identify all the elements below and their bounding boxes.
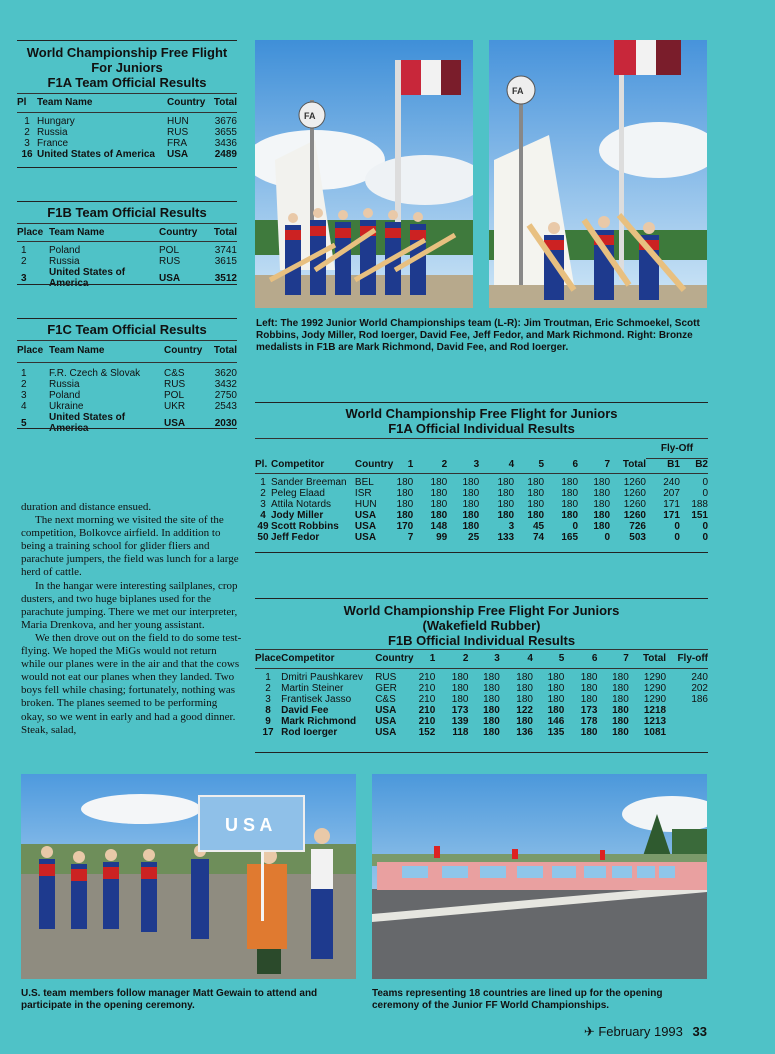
f1b-individual-table	[255, 653, 708, 738]
round-cell: 180	[516, 694, 533, 705]
round-cell: 152	[418, 727, 436, 738]
round-cell: 180	[497, 488, 515, 499]
article-body	[21, 501, 243, 737]
rule	[17, 318, 237, 319]
round-cell: 180	[396, 477, 414, 488]
flyoff-cell: 0	[674, 521, 680, 532]
place-cell: 50	[257, 532, 269, 543]
round-cell: 25	[468, 532, 480, 543]
round-cell: 180	[451, 694, 469, 705]
round-cell: 173	[580, 705, 598, 716]
total-cell: 1260	[623, 488, 646, 499]
flyoff-cell: 171	[663, 510, 680, 521]
table-row	[255, 694, 708, 705]
place-cell: 2	[260, 488, 266, 499]
table-row	[255, 510, 708, 521]
round-cell: 210	[418, 705, 436, 716]
place-cell: 1	[265, 672, 271, 683]
rule	[255, 598, 708, 599]
total-cell: 1290	[643, 694, 667, 705]
header-cell: Team Name	[37, 97, 93, 108]
table-row: 5 United States of America USA 2030	[21, 412, 237, 434]
round-cell: 180	[593, 499, 611, 510]
flyoff-cell: 0	[702, 532, 708, 543]
round-cell: 180	[516, 683, 533, 694]
round-cell: 180	[547, 705, 565, 716]
place-cell: 8	[265, 705, 271, 716]
page-number: 33	[692, 1024, 707, 1039]
team-photo-left	[255, 40, 473, 308]
round-cell: 136	[516, 727, 533, 738]
round-cell: 180	[527, 510, 545, 521]
place-cell: 3	[260, 499, 266, 510]
country-cell: C&S	[375, 694, 396, 705]
table-row: 4 Ukraine UKR 2543	[21, 401, 237, 412]
flyoff-label: Fly-Off	[660, 443, 694, 454]
table-row	[255, 705, 708, 716]
competitor-cell: Martin Steiner	[281, 683, 344, 694]
table-row: 3 United States of America USA 3512	[21, 267, 237, 289]
competitor-cell: Peleg Elaad	[270, 488, 325, 499]
competitor-cell: Mark Richmond	[281, 716, 357, 727]
usa-sign: U S A	[225, 815, 273, 835]
total-cell: 1218	[643, 705, 667, 716]
round-cell: 165	[561, 532, 579, 543]
rule	[17, 428, 237, 429]
round-cell: 180	[430, 499, 448, 510]
photo-caption-top: Left: The 1992 Junior World Championships team (L-R): Jim Troutman, Eric Schmoekel, Scott Robbins, Jody Miller, Rod Ioerger, David Fee, Jeff Fedor, and Mark Richmond. Right: Bronze medalists in F1B are Mark Richmond, David Fee, and Rod Ioerger.	[256, 318, 700, 353]
round-cell: 180	[580, 672, 598, 683]
round-cell: 122	[516, 705, 533, 716]
flyoff-cell: 0	[702, 488, 708, 499]
round-cell: 180	[396, 510, 414, 521]
rule	[255, 752, 708, 753]
country-cell: GER	[375, 683, 397, 694]
round-cell: 180	[547, 672, 565, 683]
rule	[255, 552, 708, 553]
round-cell: 180	[462, 488, 480, 499]
round-cell: 180	[396, 499, 414, 510]
competitor-cell: Scott Robbins	[270, 521, 339, 532]
round-cell: 148	[430, 521, 448, 532]
table-row	[255, 477, 708, 488]
flyoff-cell	[666, 716, 708, 727]
total-cell: 1081	[643, 727, 667, 738]
table-row	[255, 521, 708, 532]
round-cell: 180	[612, 727, 629, 738]
round-cell: 180	[612, 716, 629, 727]
f1b-team-table	[17, 227, 237, 289]
paragraph: duration and distance ensued.	[21, 501, 152, 513]
round-cell: 180	[527, 477, 545, 488]
round-cell: 180	[451, 683, 469, 694]
total-cell: 1213	[643, 716, 667, 727]
fai-logo: FA	[512, 86, 524, 96]
round-cell: 180	[561, 499, 579, 510]
round-cell: 180	[527, 499, 545, 510]
round-cell: 180	[593, 477, 611, 488]
competitor-cell: Frantisek Jasso	[281, 694, 352, 705]
round-cell: 180	[483, 694, 500, 705]
place-cell: 4	[260, 510, 266, 521]
flyoff-cell: 240	[663, 477, 680, 488]
page-footer	[584, 1024, 707, 1040]
country-cell: USA	[375, 727, 397, 738]
table-header: Place Team Name Country Total	[17, 345, 237, 356]
place-cell: 2	[265, 683, 271, 694]
f1c-team-title: F1C Team Official Results	[47, 322, 207, 337]
round-cell: 118	[452, 727, 469, 738]
round-cell: 180	[612, 683, 629, 694]
fai-logo: FA	[304, 111, 316, 121]
f1a-individual-title: World Championship Free Flight for Juniors F1A Official Individual Results	[345, 406, 618, 436]
round-cell: 180	[462, 510, 480, 521]
table-header: Pl. Competitor Country 1 2 3 4 5 6 7 Total B1 B2	[255, 458, 708, 470]
total-cell: 1260	[623, 477, 646, 488]
round-cell: 133	[497, 532, 515, 543]
round-cell: 180	[612, 705, 629, 716]
round-cell: 180	[561, 488, 579, 499]
country-cell: USA	[375, 716, 397, 727]
round-cell: 180	[462, 477, 480, 488]
header-cell: Pl	[17, 97, 27, 108]
round-cell: 180	[580, 683, 598, 694]
country-cell: USA	[375, 705, 397, 716]
table-row: 1 Hungary HUN 3676	[24, 116, 237, 127]
round-cell: 146	[547, 716, 565, 727]
total-cell: 503	[629, 532, 646, 543]
rule	[17, 340, 237, 341]
round-cell: 180	[483, 727, 500, 738]
place-cell: 1	[260, 477, 266, 488]
round-cell: 210	[418, 694, 436, 705]
issue-date: February 1993	[598, 1024, 683, 1039]
table-row: 1 F.R. Czech & Slovak C&S 3620	[21, 368, 237, 379]
flyoff-cell: 240	[691, 672, 708, 683]
round-cell: 180	[462, 521, 480, 532]
paragraph: In the hangar were interesting sailplanes, crop dusters, and two huge biplanes used for the parachute jumping. There we met our interpreter, Maria Drenkova, and her young assistant.	[21, 579, 238, 631]
round-cell: 180	[483, 716, 500, 727]
header-cell: Country	[167, 97, 206, 108]
round-cell: 180	[516, 716, 533, 727]
round-cell: 180	[430, 488, 448, 499]
round-cell: 180	[483, 672, 500, 683]
competitor-cell: Jeff Fedor	[270, 532, 320, 543]
round-cell: 173	[451, 705, 469, 716]
round-cell: 99	[436, 532, 448, 543]
flyoff-cell: 171	[663, 499, 680, 510]
flyoff-cell: 151	[691, 510, 708, 521]
round-cell: 180	[547, 694, 565, 705]
round-cell: 180	[580, 694, 598, 705]
flyoff-cell: 188	[691, 499, 708, 510]
round-cell: 210	[418, 672, 436, 683]
total-cell: 726	[629, 521, 646, 532]
competitor-cell: Jody Miller	[270, 510, 324, 521]
table-header: Place Team Name Country Total	[17, 227, 237, 238]
f1a-team-title: World Championship Free Flight For Juniors F1A Team Official Results	[26, 45, 228, 90]
table-row: 3 France FRA 3436	[24, 138, 237, 149]
top-rule	[17, 40, 237, 41]
table-row	[255, 532, 708, 543]
table-row	[255, 716, 708, 727]
round-cell: 170	[396, 521, 414, 532]
table-row	[255, 683, 708, 694]
round-cell: 180	[497, 499, 515, 510]
competitor-cell: Dmitri Paushkarev	[281, 672, 363, 683]
place-cell: 17	[262, 727, 274, 738]
flyoff-cell: 207	[663, 488, 680, 499]
total-cell: 1290	[643, 683, 667, 694]
table-header	[17, 97, 237, 108]
round-cell: 135	[547, 727, 565, 738]
round-cell: 178	[580, 716, 598, 727]
round-cell: 180	[497, 477, 515, 488]
table-row	[255, 488, 708, 499]
country-cell: ISR	[354, 488, 372, 499]
round-cell: 180	[430, 477, 448, 488]
f1b-team-title: F1B Team Official Results	[47, 205, 207, 220]
round-cell: 0	[572, 521, 579, 532]
rule	[17, 201, 237, 202]
table-header: Place Competitor Country 1 2 3 4 5 6 7 Total Fly-off	[255, 653, 708, 664]
f1a-team-table	[17, 97, 237, 160]
round-cell: 180	[430, 510, 448, 521]
place-cell: 49	[257, 521, 269, 532]
round-cell: 180	[462, 499, 480, 510]
round-cell: 180	[612, 694, 629, 705]
flyoff-cell: 0	[702, 477, 708, 488]
competitor-cell: David Fee	[281, 705, 329, 716]
table-row: 16 United States of America USA 2489	[21, 149, 237, 160]
round-cell: 180	[561, 477, 579, 488]
country-cell: USA	[354, 521, 377, 532]
round-cell: 180	[483, 683, 500, 694]
table-row: 1 Poland POL 3741	[21, 245, 237, 256]
round-cell: 210	[418, 683, 436, 694]
round-cell: 3	[508, 521, 515, 532]
round-cell: 0	[604, 532, 611, 543]
competitor-cell: Attila Notards	[270, 499, 332, 510]
rule	[255, 402, 708, 403]
rule	[255, 438, 708, 439]
table-row: 2 Russia RUS 3655	[24, 127, 237, 138]
table-row	[255, 727, 708, 738]
rule	[17, 93, 237, 94]
round-cell: 180	[527, 488, 545, 499]
round-cell: 45	[532, 521, 545, 532]
round-cell: 180	[451, 672, 469, 683]
competitor-cell: Rod Ioerger	[281, 727, 338, 738]
total-cell: 1290	[643, 672, 667, 683]
caption-bottom-right: Teams representing 18 countries are lined up for the opening ceremony of the Junior FF World Championships.	[372, 988, 663, 1011]
place-cell: 9	[265, 716, 271, 727]
teams-lineup-photo	[372, 774, 707, 979]
rule	[17, 284, 237, 285]
total-cell: 1260	[623, 510, 646, 521]
round-cell: 180	[396, 488, 414, 499]
medalists-photo-right	[489, 40, 707, 308]
table-row	[255, 499, 708, 510]
plane-icon: ✈	[583, 1024, 595, 1039]
competitor-cell: Sander Breeman	[270, 477, 347, 488]
paragraph: We then drove out on the field to do some test-flying. We hoped the MiGs would not return while our planes were in the air and that the cows would not eat our planes when they landed. Two boys fell while chasing; fortunately, nothing was broken. The planes seemed to be performing okay, so we went in early and had a good dinner. Steak, salad,	[21, 631, 242, 736]
round-cell: 180	[497, 510, 515, 521]
rule	[17, 167, 237, 168]
round-cell: 7	[407, 532, 414, 543]
country-cell: HUN	[354, 499, 377, 510]
country-cell: USA	[354, 532, 377, 543]
flyoff-cell	[666, 727, 708, 738]
us-team-parade-photo	[21, 774, 356, 979]
flyoff-cell	[666, 705, 708, 716]
f1c-team-table	[17, 345, 237, 434]
round-cell: 210	[418, 716, 436, 727]
round-cell: 180	[593, 521, 611, 532]
round-cell: 180	[516, 672, 533, 683]
paragraph: The next morning we visited the site of the competition, Bolkovce airfield. In addition to being a training school for glider fliers and parachute jumpers, the field was lunch for a large herd of cattle.	[21, 514, 239, 579]
round-cell: 180	[561, 510, 579, 521]
table-row	[255, 672, 708, 683]
country-cell: RUS	[375, 672, 397, 683]
round-cell: 180	[547, 683, 565, 694]
round-cell: 180	[593, 510, 611, 521]
f1a-individual-table	[255, 443, 708, 543]
round-cell: 180	[580, 727, 598, 738]
round-cell: 180	[593, 488, 611, 499]
round-cell: 180	[612, 672, 629, 683]
table-row: 2 Russia RUS 3432	[21, 379, 237, 390]
flyoff-cell: 202	[691, 683, 708, 694]
caption-bottom-left: U.S. team members follow manager Matt Gewain to attend and participate in the opening ceremony.	[21, 988, 318, 1011]
country-cell: USA	[354, 510, 377, 521]
country-cell: BEL	[354, 477, 374, 488]
flyoff-cell: 0	[702, 521, 708, 532]
total-cell: 1260	[623, 499, 646, 510]
rule	[17, 223, 237, 224]
table-row: 2 Russia RUS 3615	[21, 256, 237, 267]
flyoff-cell: 0	[674, 532, 680, 543]
header-cell: Total	[213, 97, 237, 108]
f1b-individual-title: World Championship Free Flight For Juniors (Wakefield Rubber) F1B Official Individual Results	[343, 603, 620, 648]
flyoff-cell: 186	[691, 694, 708, 705]
rule	[255, 649, 708, 650]
place-cell: 3	[265, 694, 271, 705]
round-cell: 180	[483, 705, 500, 716]
round-cell: 139	[451, 716, 469, 727]
round-cell: 74	[532, 532, 545, 543]
table-row: 3 Poland POL 2750	[21, 390, 237, 401]
